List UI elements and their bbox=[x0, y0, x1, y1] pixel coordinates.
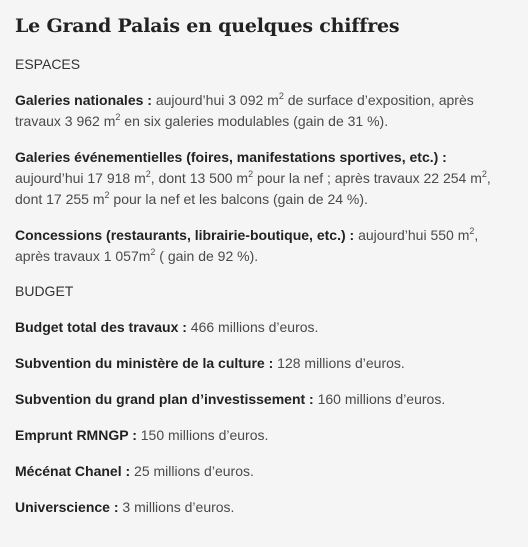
budget-item bbox=[15, 389, 515, 410]
text: , dont 13 500 m bbox=[150, 170, 249, 186]
budget-item bbox=[15, 317, 515, 338]
budget-item-value: 150 millions d’euros. bbox=[136, 427, 269, 443]
budget-item-value: 3 millions d’euros. bbox=[118, 499, 235, 515]
text: ( gain de 92 %). bbox=[155, 248, 259, 264]
paragraph-galeries-evenementielles bbox=[15, 147, 515, 210]
paragraph-galeries-nationales bbox=[15, 90, 515, 132]
budget-item-label: Subvention du ministère de la culture : bbox=[15, 355, 274, 371]
paragraph-concessions bbox=[15, 225, 515, 267]
superscript: 2 bbox=[481, 169, 487, 179]
text: aujourd’hui 3 092 m bbox=[151, 92, 279, 108]
budget-item-value: 25 millions d’euros. bbox=[130, 463, 254, 479]
budget-item-value: 160 millions d’euros. bbox=[313, 391, 446, 407]
text: pour la nef et les balcons (gain de 24 %). bbox=[109, 191, 368, 207]
budget-item bbox=[15, 497, 515, 518]
budget-item-label: Subvention du grand plan d’investissement : bbox=[15, 391, 314, 407]
budget-item-label: Universcience : bbox=[15, 499, 119, 515]
budget-item bbox=[15, 461, 515, 482]
label-concessions: Concessions (restaurants, librairie-boutique, etc.) : bbox=[15, 227, 355, 243]
section-heading-espaces: ESPACES bbox=[15, 56, 81, 72]
label-galeries-nationales: Galeries nationales : bbox=[15, 92, 152, 108]
text: , après travaux 1 057m bbox=[15, 227, 479, 264]
budget-item-value: 466 millions d’euros. bbox=[186, 319, 319, 335]
budget-item-value: 128 millions d’euros. bbox=[273, 355, 405, 371]
text: aujourd’hui 17 918 m bbox=[15, 170, 146, 186]
text: en six galeries modulables (gain de 31 %). bbox=[120, 113, 389, 129]
text: de surface d’exposition, après travaux 3 962 m bbox=[15, 92, 474, 129]
budget-item-label: Emprunt RMNGP : bbox=[15, 427, 137, 443]
superscript: 2 bbox=[278, 91, 284, 101]
superscript: 2 bbox=[145, 169, 151, 179]
superscript: 2 bbox=[104, 190, 110, 200]
text: aujourd’hui 550 m bbox=[354, 227, 470, 243]
superscript: 2 bbox=[150, 247, 156, 257]
superscript: 2 bbox=[115, 112, 121, 122]
budget-item bbox=[15, 353, 515, 374]
budget-item bbox=[15, 425, 515, 446]
text: pour la nef ; après travaux 22 254 m bbox=[253, 170, 482, 186]
label-galeries-evenementielles: Galeries événementielles (foires, manifestations sportives, etc.) : bbox=[15, 149, 447, 165]
text: , dont 17 255 m bbox=[15, 170, 491, 207]
budget-item-label: Budget total des travaux : bbox=[15, 319, 187, 335]
section-heading-budget: BUDGET bbox=[15, 283, 74, 299]
superscript: 2 bbox=[469, 226, 475, 236]
superscript: 2 bbox=[248, 169, 254, 179]
page-title: Le Grand Palais en quelques chiffres bbox=[15, 15, 400, 37]
budget-item-label: Mécénat Chanel : bbox=[15, 463, 131, 479]
article bbox=[15, 12, 515, 533]
